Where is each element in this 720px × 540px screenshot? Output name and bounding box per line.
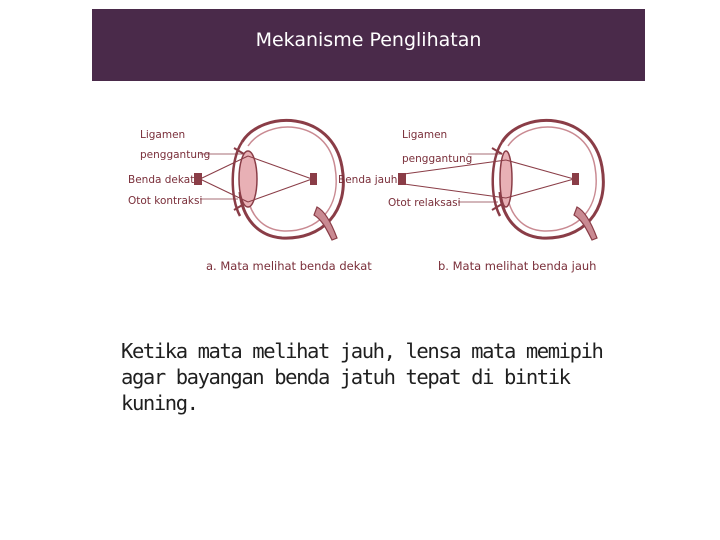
left-label-penggantung: penggantung <box>140 149 211 161</box>
left-optic-nerve <box>314 207 337 240</box>
right-object-icon <box>398 173 406 185</box>
eye-accommodation-diagram <box>122 112 612 282</box>
page-title: Mekanisme Penglihatan <box>255 29 482 51</box>
description-text: Ketika mata melihat jauh, lensa mata memipih agar bayangan benda jatuh tepat di bintik kuning. <box>121 339 603 415</box>
title-bar <box>92 9 645 81</box>
right-lens <box>500 151 512 207</box>
left-eye-diagram <box>128 120 372 273</box>
right-label-object: Benda jauh <box>338 174 398 186</box>
right-label-muscle: Otot relaksasi <box>388 197 461 209</box>
left-caption: a. Mata melihat benda dekat <box>206 259 372 273</box>
left-label-muscle: Otot kontraksi <box>128 195 203 207</box>
right-optic-nerve <box>574 207 597 240</box>
right-caption: b. Mata melihat benda jauh <box>438 259 597 273</box>
left-label-ligamen: Ligamen <box>140 129 186 141</box>
left-object-icon <box>194 173 202 185</box>
right-label-penggantung: penggantung <box>402 153 473 165</box>
right-eye-diagram <box>338 120 603 273</box>
left-label-object: Benda dekat <box>128 174 195 186</box>
right-label-ligamen: Ligamen <box>402 129 448 141</box>
